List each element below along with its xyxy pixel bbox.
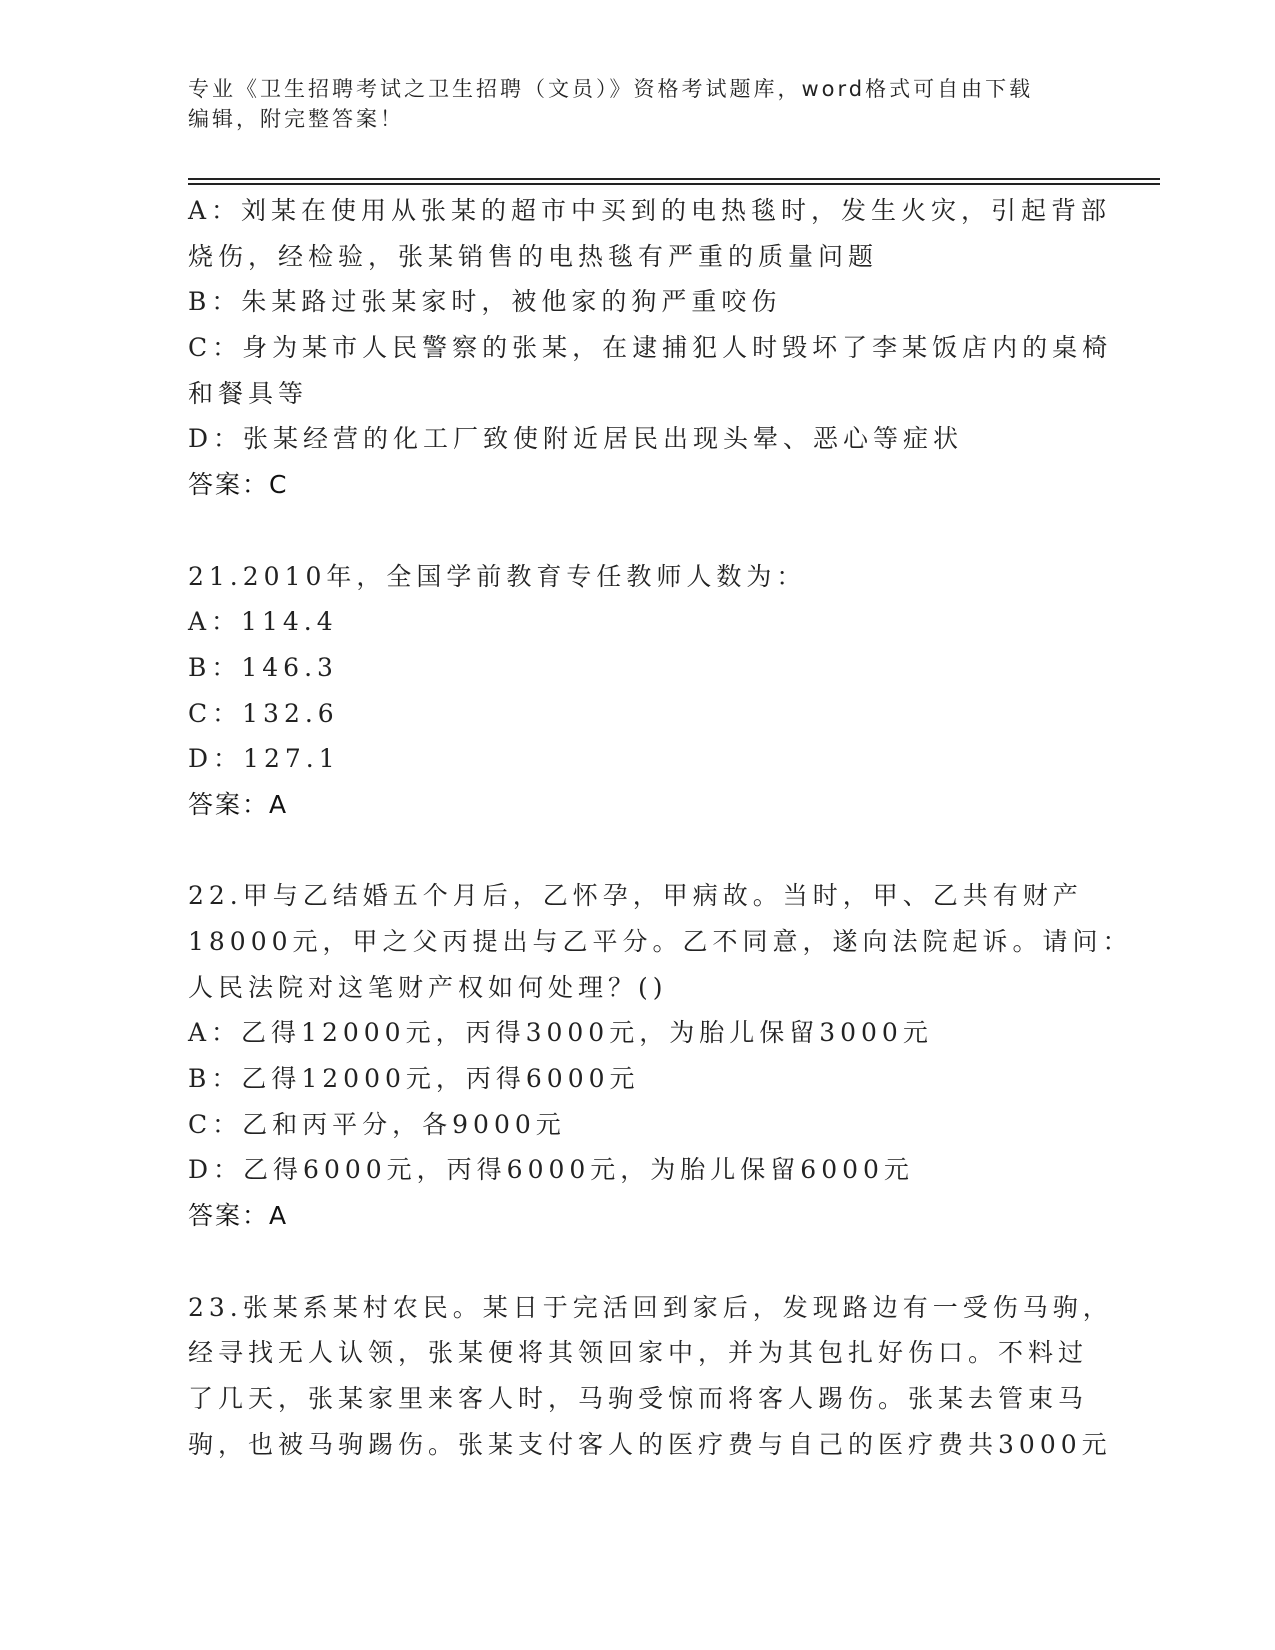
question-stem-line-3: 人民法院对这笔财产权如何处理？() bbox=[188, 972, 668, 1002]
question-23 bbox=[188, 1285, 1113, 1468]
option-d: D：张某经营的化工厂致使附近居民出现头晕、恶心等症状 bbox=[188, 424, 964, 454]
option-c-line-2: 和餐具等 bbox=[188, 378, 309, 408]
spacer bbox=[188, 828, 1088, 874]
option-c: C：132.6 bbox=[188, 698, 339, 728]
answer: 答案：A bbox=[188, 1201, 289, 1231]
option-a-line-2: 烧伤，经检验，张某销售的电热毯有严重的质量问题 bbox=[188, 241, 879, 271]
header-line-1: 专业《卫生招聘考试之卫生招聘（文员）》资格考试题库，word格式可自由下载 bbox=[188, 77, 1034, 101]
option-d: D：乙得6000元，丙得6000元，为胎儿保留6000元 bbox=[188, 1155, 914, 1185]
header-line-2: 编辑，附完整答案！ bbox=[188, 107, 404, 131]
question-stem-line-1: 22.甲与乙结婚五个月后，乙怀孕，甲病故。当时，甲、乙共有财产 bbox=[188, 881, 1083, 911]
option-c: C：乙和丙平分，各9000元 bbox=[188, 1109, 566, 1139]
spacer bbox=[188, 508, 1088, 554]
option-d: D：127.1 bbox=[188, 744, 340, 774]
option-c-line-1: C：身为某市人民警察的张某，在逮捕犯人时毁坏了李某饭店内的桌椅 bbox=[188, 333, 1113, 363]
spacer bbox=[188, 1239, 1088, 1285]
option-a-line-1: A：刘某在使用从张某的超市中买到的电热毯时，发生火灾，引起背部 bbox=[188, 196, 1112, 225]
header-divider-bottom bbox=[188, 183, 1160, 185]
answer: 答案：C bbox=[188, 470, 289, 500]
answer: 答案：A bbox=[188, 789, 289, 819]
question-stem-line-2: 经寻找无人认领，张某便将其领回家中，并为其包扎好伤口。不料过 bbox=[188, 1338, 1089, 1368]
question-22 bbox=[188, 873, 1133, 1239]
option-a: A：114.4 bbox=[188, 607, 338, 637]
question-stem-line-3: 了几天，张某家里来客人时，马驹受惊而将客人踢伤。张某去管束马 bbox=[188, 1383, 1089, 1413]
question-21 bbox=[188, 554, 1088, 828]
option-b: B：朱某路过张某家时，被他家的狗严重咬伤 bbox=[188, 287, 782, 317]
question-stem-line-4: 驹，也被马驹踢伤。张某支付客人的医疗费与自己的医疗费共3000元 bbox=[188, 1429, 1112, 1459]
question-stem-line-1: 23.张某系某村农民。某日于完活回到家后，发现路边有一受伤马驹， bbox=[188, 1292, 1113, 1322]
question-stem-line-2: 18000元，甲之父丙提出与乙平分。乙不同意，遂向法院起诉。请问： bbox=[188, 927, 1133, 956]
option-b: B：146.3 bbox=[188, 652, 338, 682]
question-20 bbox=[188, 188, 1113, 508]
document-header bbox=[188, 74, 1088, 134]
option-b: B：乙得12000元，丙得6000元 bbox=[188, 1064, 640, 1094]
header-divider-top bbox=[188, 178, 1160, 180]
document-body bbox=[188, 188, 1133, 1467]
question-stem: 21.2010年，全国学前教育专任教师人数为： bbox=[188, 561, 807, 591]
option-a: A：乙得12000元，丙得3000元，为胎儿保留3000元 bbox=[188, 1018, 933, 1048]
